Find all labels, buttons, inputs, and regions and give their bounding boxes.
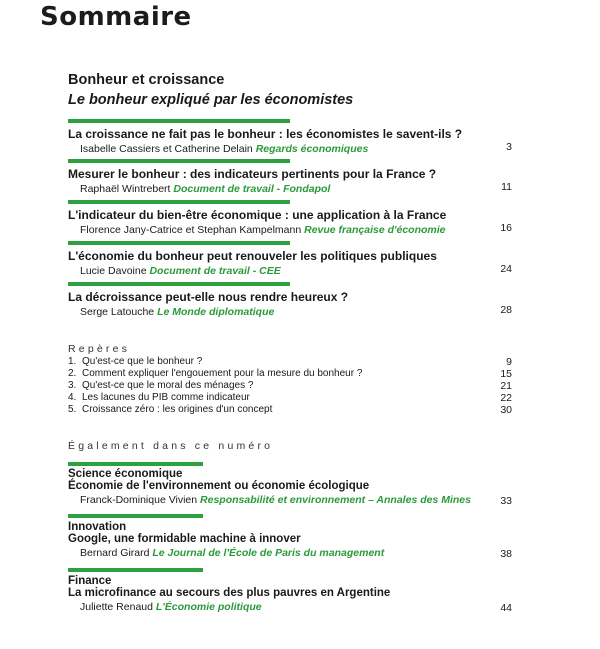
article-source: Revue française d'économie <box>304 224 446 236</box>
article-source: Document de travail - CEE <box>149 265 281 277</box>
article-authors: Juliette Renaud <box>80 601 153 613</box>
article-source: Le Monde diplomatique <box>157 306 275 318</box>
article-byline <box>80 183 513 195</box>
repere-number: 2. <box>68 368 77 379</box>
repere-page-number: 21 <box>500 380 512 392</box>
article-authors: Franck-Dominique Vivien <box>80 494 198 506</box>
repere-item[interactable] <box>68 404 272 415</box>
article-title[interactable]: L'indicateur du bien-être économique : une application à la France <box>68 208 447 222</box>
article-page-number: 38 <box>500 548 512 560</box>
section-divider <box>68 282 290 286</box>
also-heading: Également dans ce numéro <box>68 440 274 452</box>
section-divider <box>68 159 290 163</box>
section-divider <box>68 568 203 572</box>
article-2[interactable] <box>68 167 513 195</box>
page-title: Sommaire <box>40 2 192 32</box>
article-category: Innovation <box>68 521 127 533</box>
article-page-number: 24 <box>500 263 512 275</box>
repere-text: Croissance zéro : les origines d'un concept <box>82 404 273 415</box>
repere-page-number: 9 <box>506 356 512 368</box>
repere-page-number: 15 <box>500 368 512 380</box>
article-category: Finance <box>68 575 112 587</box>
dossier-title: Bonheur et croissance <box>68 72 225 88</box>
section-divider <box>68 241 290 245</box>
repere-item[interactable] <box>68 380 253 391</box>
section-divider <box>68 462 203 466</box>
repere-text: Les lacunes du PIB comme indicateur <box>82 392 250 403</box>
article-page-number: 3 <box>506 141 512 153</box>
repere-text: Qu'est-ce que le moral des ménages ? <box>82 380 254 391</box>
article-authors: Lucie Davoine <box>80 265 147 277</box>
article-source: L'Économie politique <box>155 601 262 613</box>
repere-number: 5. <box>68 404 77 415</box>
repere-number: 4. <box>68 392 77 403</box>
article-3[interactable] <box>68 208 513 236</box>
article-byline <box>80 547 513 559</box>
reperes-heading: Repères <box>68 343 131 355</box>
section-divider <box>68 119 290 123</box>
article-authors: Raphaël Wintrebert <box>80 183 171 195</box>
article-5[interactable] <box>68 290 513 318</box>
section-divider <box>68 514 203 518</box>
article-page-number: 16 <box>500 222 512 234</box>
article-title[interactable]: Mesurer le bonheur : des indicateurs pertinents pour la France ? <box>68 167 437 181</box>
article-byline <box>80 265 513 277</box>
article-category: Science économique <box>68 468 183 480</box>
article-page-number: 33 <box>500 495 512 507</box>
repere-item[interactable] <box>68 356 202 367</box>
article-source: Document de travail - Fondapol <box>173 183 331 195</box>
article-page-number: 28 <box>500 304 512 316</box>
repere-number: 1. <box>68 356 77 367</box>
also-article-1[interactable] <box>68 468 513 506</box>
article-page-number: 44 <box>500 602 512 614</box>
article-byline <box>80 306 513 318</box>
article-source: Le Journal de l'École de Paris du management <box>152 547 385 559</box>
article-authors: Florence Jany-Catrice et Stephan Kampelmann <box>80 224 302 236</box>
section-divider <box>68 200 290 204</box>
article-byline <box>80 601 513 613</box>
article-authors: Isabelle Cassiers et Catherine Delain <box>80 143 253 155</box>
article-title[interactable]: La décroissance peut-elle nous rendre heureux ? <box>68 290 349 304</box>
article-title[interactable]: Économie de l'environnement ou économie écologique <box>68 480 370 492</box>
article-source: Regards économiques <box>255 143 369 155</box>
repere-text: Qu'est-ce que le bonheur ? <box>82 356 203 367</box>
repere-number: 3. <box>68 380 77 391</box>
article-4[interactable] <box>68 249 513 277</box>
article-1[interactable] <box>68 127 513 155</box>
article-source: Responsabilité et environnement – Annales des Mines <box>200 494 471 506</box>
repere-item[interactable] <box>68 392 250 403</box>
article-title[interactable]: La croissance ne fait pas le bonheur : les économistes le savent-ils ? <box>68 127 463 141</box>
repere-text: Comment expliquer l'engouement pour la mesure du bonheur ? <box>82 368 363 379</box>
article-authors: Bernard Girard <box>80 547 150 559</box>
repere-page-number: 22 <box>500 392 512 404</box>
article-byline <box>80 143 513 155</box>
article-byline <box>80 224 513 236</box>
also-article-2[interactable] <box>68 521 513 559</box>
article-byline <box>80 494 513 506</box>
article-title[interactable]: La microfinance au secours des plus pauvres en Argentine <box>68 587 391 599</box>
repere-page-number: 30 <box>500 404 512 416</box>
article-page-number: 11 <box>501 181 512 193</box>
repere-item[interactable] <box>68 368 362 379</box>
article-title[interactable]: Google, une formidable machine à innover <box>68 533 301 545</box>
article-authors: Serge Latouche <box>80 306 155 318</box>
article-title[interactable]: L'économie du bonheur peut renouveler les politiques publiques <box>68 249 437 263</box>
dossier-subtitle: Le bonheur expliqué par les économistes <box>68 92 354 108</box>
also-article-3[interactable] <box>68 575 513 613</box>
